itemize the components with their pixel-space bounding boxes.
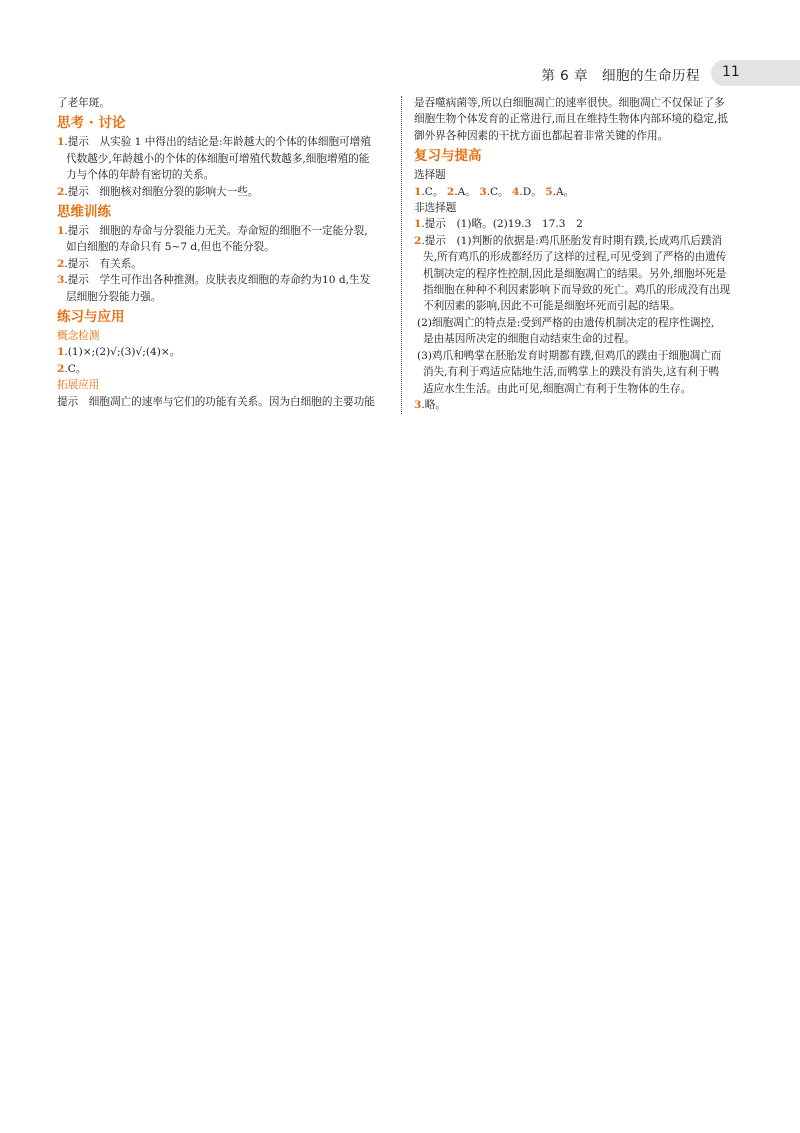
section-heading-lianxi: 练习与应用 xyxy=(57,309,125,326)
choice-answer: C。 xyxy=(424,185,444,198)
answer-line: 提示 (1)判断的依据是:鸡爪胚胎发育时期有蹼,长成鸡爪后蹼消 xyxy=(424,234,723,247)
choice-answer: D。 xyxy=(522,185,542,198)
answer-line: 不利因素的影响,因此不可能是细胞坏死而引起的结果。 xyxy=(423,300,681,313)
answer-item: 1.提示 从实验 1 中得出的结论是:年龄越大的个体的体细胞可增殖 代数越少,年龄越小的个体的体细胞可增殖代数越多,细胞增殖的能 力与个体的年龄有密切的关系。 xyxy=(57,134,390,183)
choice-answer: C。 xyxy=(489,185,509,198)
left-column xyxy=(57,95,390,410)
page-number: 11 xyxy=(722,64,740,80)
answer-item: 3.略。 xyxy=(414,398,446,411)
subsection-label: 选择题 xyxy=(414,169,446,182)
choice-answer: A。 xyxy=(457,185,476,198)
answer-item: 1.提示 细胞的寿命与分裂能力无关。寿命短的细胞不一定能分裂, 如白细胞的寿命只有 5~7 d,但也不能分裂。 xyxy=(57,223,390,256)
item-number: 3 xyxy=(414,398,422,411)
answer-text: 略。 xyxy=(424,398,446,411)
item-number: 5 xyxy=(545,185,553,198)
item-number: 1 xyxy=(414,218,422,231)
continued-text: 了老年斑。 xyxy=(57,97,110,109)
answer-item: 2.提示 细胞核对细胞分裂的影响大一些。 xyxy=(57,185,259,198)
page-header xyxy=(0,60,800,88)
answer-line: 是由基因所决定的细胞自动结束生命的过程。 xyxy=(423,333,635,346)
answer-item: 1.(1)×;(2)√;(3)√;(4)×。 xyxy=(57,346,181,359)
section-heading-sikao: 思考 · 讨论 xyxy=(57,115,126,132)
continued-text: 御外界各种因素的干扰方面也都起着非常关键的作用。 xyxy=(414,129,669,142)
answer-line: 失,所有鸡爪的形成都经历了这样的过程,可见受到了严格的由遗传 xyxy=(423,251,727,264)
answer-line: 提示 细胞核对细胞分裂的影响大一些。 xyxy=(67,185,259,198)
answer-text: (1)×;(2)√;(3)√;(4)×。 xyxy=(67,346,181,359)
answer-item: 1.提示 (1)略。(2)19.3 17.3 2 xyxy=(414,218,583,231)
answer-line: (2)细胞凋亡的特点是:受到严格的由遗传机制决定的程序性调控, xyxy=(417,316,715,329)
answer-line: 提示 细胞的寿命与分裂能力无关。寿命短的细胞不一定能分裂, xyxy=(67,225,368,238)
choice-answer: A。 xyxy=(556,185,575,198)
answer-line: 指细胞在种种不利因素影响下而导致的死亡。鸡爪的形成没有出现 xyxy=(423,284,731,297)
item-number: 2 xyxy=(57,185,65,198)
item-number: 3 xyxy=(57,274,65,287)
column-divider xyxy=(401,96,402,414)
continued-text: 细胞生物个体发育的正常进行,而且在维持生物体内部环境的稳定,抵 xyxy=(414,113,728,126)
answer-line: 力与个体的年龄有密切的关系。 xyxy=(66,169,215,182)
item-number: 2 xyxy=(414,234,422,247)
item-number: 4 xyxy=(512,185,520,198)
subsection-label: 概念检测 xyxy=(57,330,100,343)
answer-line: (3)鸡爪和鸭掌在胚胎发育时期都有蹼,但鸡爪的蹼由于细胞凋亡而 xyxy=(417,349,722,362)
item-number: 2 xyxy=(57,257,65,270)
subsection-label: 拓展应用 xyxy=(57,379,100,392)
answer-line: 适应水生生活。由此可见,细胞凋亡有利于生物体的生存。 xyxy=(423,382,692,395)
item-number: 1 xyxy=(57,346,65,359)
answer-line: 层细胞分裂能力强。 xyxy=(66,290,162,303)
answer-line: 提示 从实验 1 中得出的结论是:年龄越大的个体的体细胞可增殖 xyxy=(67,136,371,149)
item-number: 1 xyxy=(57,136,65,149)
answer-line: 如白细胞的寿命只有 5~7 d,但也不能分裂。 xyxy=(66,241,275,254)
section-heading-siwei: 思维训练 xyxy=(57,204,111,221)
answer-text: 提示 (1)略。(2)19.3 17.3 2 xyxy=(424,218,583,231)
answer-text: C。 xyxy=(67,362,87,375)
answer-item: 2.提示 有关系。 xyxy=(57,257,142,270)
answer-line: 代数越少,年龄越小的个体的体细胞可增殖代数越多,细胞增殖的能 xyxy=(66,152,370,165)
answer-line: 提示 细胞凋亡的速率与它们的功能有关系。因为白细胞的主要功能 xyxy=(57,395,375,408)
chapter-title: 第 6 章 细胞的生命历程 xyxy=(541,68,700,84)
item-number: 1 xyxy=(414,185,422,198)
subsection-label: 非选择题 xyxy=(414,202,457,215)
choice-answers: 1.C。 2.A。 3.C。 4.D。 5.A。 xyxy=(414,185,575,198)
right-column xyxy=(414,95,748,413)
continued-text: 是吞噬病菌等,所以白细胞凋亡的速率很快。细胞凋亡不仅保证了多 xyxy=(414,97,725,109)
answer-line: 提示 有关系。 xyxy=(67,257,142,270)
answer-line: 消失,有利于鸡适应陆地生活,而鸭掌上的蹼没有消失,这有利于鸭 xyxy=(423,366,720,379)
answer-item: 3.提示 学生可作出各种推测。皮肤表皮细胞的寿命约为10 d,生发 层细胞分裂能力强。 xyxy=(57,272,390,305)
section-heading-fuxi: 复习与提高 xyxy=(414,148,482,165)
item-number: 2 xyxy=(57,362,65,375)
item-number: 2 xyxy=(446,185,455,198)
answer-item: 2.C。 xyxy=(57,362,87,375)
answer-item: 2.提示 (1)判断的依据是:鸡爪胚胎发育时期有蹼,长成鸡爪后蹼消 失,所有鸡爪的形成都经历了这样的过程,可见受到了严格的由遗传 机制决定的程序性控制,因此是细胞凋亡的结果。另外,细胞坏死是 指细胞在种种不利因素影响下而导致的死亡。鸡爪的形成没有出现 不利因素的影响,因此不可能是细胞坏死而引起的结果。 (2)细胞凋亡的特点是:受到严格的由遗传机制决定的程序性调控, 是由基因所决定的细胞自动结束生命的过程。 (3)鸡爪和鸭掌在胚胎发育时期都有蹼,但鸡爪的蹼由于细胞凋亡而 消失,有利于鸡适应陆地生活,而鸭掌上的蹼没有消失,这有利于鸭 适应水生生活。由此可见,细胞凋亡有利于生物体的生存。 xyxy=(414,233,748,397)
item-number: 1 xyxy=(57,225,65,238)
answer-line: 提示 学生可作出各种推测。皮肤表皮细胞的寿命约为10 d,生发 xyxy=(67,274,371,287)
answer-line: 机制决定的程序性控制,因此是细胞凋亡的结果。另外,细胞坏死是 xyxy=(423,267,727,280)
item-number: 3 xyxy=(479,185,487,198)
